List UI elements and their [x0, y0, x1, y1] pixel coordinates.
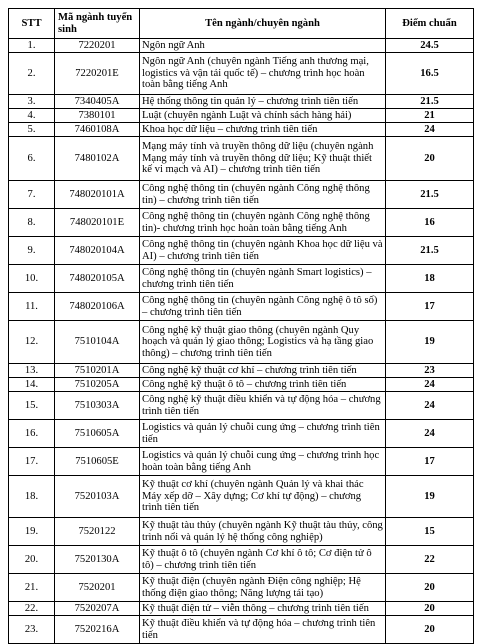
- row-code: 7340405A: [55, 95, 140, 109]
- table-row: [9, 321, 474, 364]
- row-score: 20: [386, 137, 474, 181]
- row-score: 24.5: [386, 39, 474, 53]
- row-stt: 10.: [9, 265, 55, 293]
- row-code: 748020105A: [55, 265, 140, 293]
- row-code: 7510104A: [55, 321, 140, 364]
- table-row: [9, 181, 474, 209]
- row-name: Kỹ thuật điện tử – viễn thông – chương trình tiên tiến: [140, 602, 386, 616]
- row-code: 7480102A: [55, 137, 140, 181]
- admission-score-table: [8, 8, 474, 644]
- table-row: [9, 616, 474, 644]
- table-header-row: [9, 9, 474, 39]
- row-stt: 6.: [9, 137, 55, 181]
- row-score: 22: [386, 546, 474, 574]
- row-code: 7520122: [55, 518, 140, 546]
- table-row: [9, 602, 474, 616]
- row-name: Công nghệ thông tin (chuyên ngành Công nghệ ô tô số) – chương trình tiên tiến: [140, 293, 386, 321]
- row-name: Hệ thống thông tin quản lý – chương trình tiên tiến: [140, 95, 386, 109]
- row-stt: 13.: [9, 364, 55, 378]
- row-score: 16.5: [386, 53, 474, 95]
- row-score: 24: [386, 378, 474, 392]
- row-code: 7220201: [55, 39, 140, 53]
- row-name: Kỹ thuật ô tô (chuyên ngành Cơ khí ô tô; Cơ điện tử ô tô) – chương trình tiên tiến: [140, 546, 386, 574]
- table-row: [9, 123, 474, 137]
- table-row: [9, 95, 474, 109]
- row-stt: 11.: [9, 293, 55, 321]
- table-row: [9, 448, 474, 476]
- row-score: 18: [386, 265, 474, 293]
- row-stt: 3.: [9, 95, 55, 109]
- header-stt: STT: [9, 9, 55, 39]
- row-code: 748020104A: [55, 237, 140, 265]
- row-name: Khoa học dữ liệu – chương trình tiên tiến: [140, 123, 386, 137]
- row-stt: 23.: [9, 616, 55, 644]
- row-score: 19: [386, 321, 474, 364]
- row-score: 20: [386, 616, 474, 644]
- row-name: Công nghệ thông tin (chuyên ngành Công nghệ thông tin) – chương trình tiên tiến: [140, 181, 386, 209]
- table-row: [9, 237, 474, 265]
- row-score: 19: [386, 476, 474, 518]
- row-stt: 14.: [9, 378, 55, 392]
- row-stt: 16.: [9, 420, 55, 448]
- row-name: Ngôn ngữ Anh (chuyên ngành Tiếng anh thương mại, logistics và vận tải quốc tế) – chương trình học hoàn toàn bằng tiếng Anh: [140, 53, 386, 95]
- row-name: Công nghệ thông tin (chuyên ngành Công nghệ thông tin)- chương trình học hoàn toàn bằng tiếng Anh: [140, 209, 386, 237]
- row-stt: 12.: [9, 321, 55, 364]
- table-row: [9, 39, 474, 53]
- row-score: 15: [386, 518, 474, 546]
- row-stt: 7.: [9, 181, 55, 209]
- row-stt: 19.: [9, 518, 55, 546]
- row-score: 21.5: [386, 237, 474, 265]
- row-score: 20: [386, 574, 474, 602]
- row-name: Công nghệ thông tin (chuyên ngành Smart logistics) – chương trình tiên tiến: [140, 265, 386, 293]
- row-score: 24: [386, 420, 474, 448]
- table-row: [9, 546, 474, 574]
- row-score: 21: [386, 109, 474, 123]
- row-name: Công nghệ thông tin (chuyên ngành Khoa học dữ liệu và AI) – chương trình tiên tiến: [140, 237, 386, 265]
- table-body: [9, 39, 474, 644]
- row-code: 7510205A: [55, 378, 140, 392]
- row-code: 748020101E: [55, 209, 140, 237]
- table-row: [9, 392, 474, 420]
- row-stt: 17.: [9, 448, 55, 476]
- row-code: 7520103A: [55, 476, 140, 518]
- table-row: [9, 518, 474, 546]
- row-code: 7510605E: [55, 448, 140, 476]
- row-code: 7520130A: [55, 546, 140, 574]
- header-name: Tên ngành/chuyên ngành: [140, 9, 386, 39]
- row-name: Kỹ thuật điện (chuyên ngành Điện công nghiệp; Hệ thống điện giao thông; Năng lượng tái tạo): [140, 574, 386, 602]
- table-row: [9, 137, 474, 181]
- row-name: Công nghệ kỹ thuật điều khiển và tự động hóa – chương trình tiên tiến: [140, 392, 386, 420]
- row-score: 17: [386, 293, 474, 321]
- table-row: [9, 420, 474, 448]
- row-score: 24: [386, 123, 474, 137]
- table-row: [9, 209, 474, 237]
- row-name: Công nghệ kỹ thuật giao thông (chuyên ngành Quy hoạch và quản lý giao thông; Logistics và hạ tầng giao thông) – chương trình tiên tiến: [140, 321, 386, 364]
- row-code: 7460108A: [55, 123, 140, 137]
- row-score: 17: [386, 448, 474, 476]
- row-score: 21.5: [386, 181, 474, 209]
- row-stt: 1.: [9, 39, 55, 53]
- row-code: 7510605A: [55, 420, 140, 448]
- row-stt: 8.: [9, 209, 55, 237]
- row-code: 748020106A: [55, 293, 140, 321]
- row-code: 748020101A: [55, 181, 140, 209]
- row-name: Ngôn ngữ Anh: [140, 39, 386, 53]
- row-code: 7520216A: [55, 616, 140, 644]
- row-name: Kỹ thuật tàu thủy (chuyên ngành Kỹ thuật tàu thủy, công trình nổi và quản lý hệ thống công nghiệp): [140, 518, 386, 546]
- row-score: 16: [386, 209, 474, 237]
- row-code: 7220201E: [55, 53, 140, 95]
- row-stt: 18.: [9, 476, 55, 518]
- row-code: 7510303A: [55, 392, 140, 420]
- row-score: 20: [386, 602, 474, 616]
- row-score: 21.5: [386, 95, 474, 109]
- row-stt: 5.: [9, 123, 55, 137]
- table-row: [9, 293, 474, 321]
- row-score: 23: [386, 364, 474, 378]
- table-row: [9, 364, 474, 378]
- row-code: 7520201: [55, 574, 140, 602]
- row-code: 7520207A: [55, 602, 140, 616]
- row-score: 24: [386, 392, 474, 420]
- header-score: Điểm chuẩn: [386, 9, 474, 39]
- table-row: [9, 476, 474, 518]
- row-name: Luật (chuyên ngành Luật và chính sách hàng hải): [140, 109, 386, 123]
- row-name: Công nghệ kỹ thuật cơ khí – chương trình tiên tiến: [140, 364, 386, 378]
- row-name: Kỹ thuật cơ khí (chuyên ngành Quản lý và khai thác Máy xếp dỡ – Xây dựng; Cơ khí tự động) – chương trình tiên tiến: [140, 476, 386, 518]
- row-name: Logistics và quản lý chuỗi cung ứng – chương trình học hoàn toàn bằng tiếng Anh: [140, 448, 386, 476]
- row-stt: 20.: [9, 546, 55, 574]
- row-name: Mạng máy tính và truyền thông dữ liệu (chuyên ngành Mạng máy tính và truyền thông dữ liệu; Kỹ thuật thiết kế vi mạch và AI) – chương trình tiên tiến: [140, 137, 386, 181]
- row-code: 7510201A: [55, 364, 140, 378]
- row-stt: 21.: [9, 574, 55, 602]
- row-stt: 15.: [9, 392, 55, 420]
- table-row: [9, 265, 474, 293]
- row-name: Công nghệ kỹ thuật ô tô – chương trình tiên tiến: [140, 378, 386, 392]
- row-name: Kỹ thuật điều khiển và tự động hóa – chương trình tiên tiến: [140, 616, 386, 644]
- row-stt: 4.: [9, 109, 55, 123]
- row-name: Logistics và quản lý chuỗi cung ứng – chương trình tiên tiến: [140, 420, 386, 448]
- header-code: Mã ngành tuyển sinh: [55, 9, 140, 39]
- table-row: [9, 53, 474, 95]
- row-stt: 22.: [9, 602, 55, 616]
- table-row: [9, 378, 474, 392]
- table-row: [9, 109, 474, 123]
- row-stt: 2.: [9, 53, 55, 95]
- row-stt: 9.: [9, 237, 55, 265]
- table-row: [9, 574, 474, 602]
- row-code: 7380101: [55, 109, 140, 123]
